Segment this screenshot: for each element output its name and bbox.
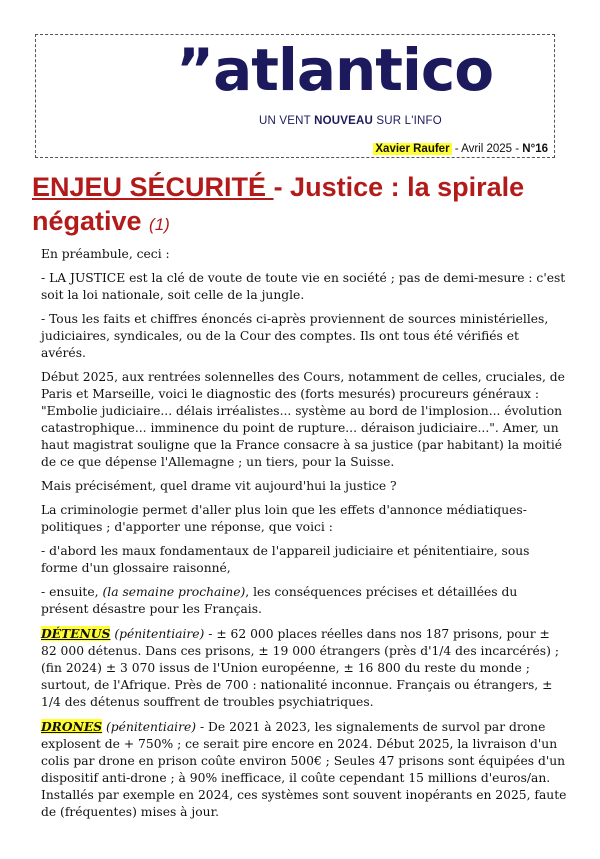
author-name: Xavier Raufer	[375, 143, 450, 155]
entry-drones	[41, 718, 567, 821]
tagline-bold: NOUVEAU	[314, 115, 373, 127]
tagline-part1: UN VENT	[259, 115, 315, 127]
term-drones: DRONES	[41, 719, 103, 734]
article-body	[41, 246, 567, 828]
next-week-a: - ensuite,	[41, 585, 103, 599]
paragraph-next-week	[41, 584, 567, 618]
byline	[373, 143, 548, 155]
drones-text: - De 2021 à 2023, les signalements de survol par drone explosent de + 750% ; ce serait pire encore en 2024. Début 2025, la livraison d'un colis par drone en prison coûte environ 500€ ; Seules 47 prisons sont équipées d'un dispositif anti-drone ; à 90% inefficace, il coûte cependant 15 millions d'euros/an. Installés par exemple en 2024, ces systèmes sont souvent inopérants en 2025, faute de (fréquentes) mises à jour.	[41, 720, 567, 819]
paragraph-intro: En préambule, ceci :	[41, 247, 170, 261]
atlantico-logo[interactable]: ”atlantico	[176, 36, 494, 104]
paragraph-justice: - LA JUSTICE est la clé de voute de toute vie en société ; pas de demi-mesure : c'est soit la loi nationale, soit celle de la jungle.	[41, 271, 566, 302]
detenus-text: - ± 62 000 places réelles dans nos 187 prisons, pour ± 82 000 détenus. Dans ces prisons, ± 19 000 étrangers (près d'1/4 des incarcérés) ; (fin 2024) ± 3 070 issus de l'Union européenne, ± 16 800 du reste du monde ; surtout, de l'Afrique. Près de 700 : nationalité inconnue. Français ou étrangers, ± 1/4 des détenus souffrent de troubles psychiatriques.	[41, 627, 559, 709]
issue-number: N°16	[522, 143, 548, 155]
next-week-b: , les conséquences précises et détaillées du présent désastre pour les Français.	[41, 585, 518, 616]
title-headline: - Justice : la spirale négative	[32, 172, 525, 236]
drones-note: (pénitentiaire)	[102, 720, 197, 734]
detenus-note: (pénitentiaire)	[110, 627, 205, 641]
paragraph-sources: - Tous les faits et chiffres énoncés ci-après proviennent de sources ministérielles, judiciaires, syndicales, ou de la Cour des comptes. Ils ont tous été vérifiés et avérés.	[41, 312, 549, 360]
tagline-part2: SUR L'INFO	[372, 115, 442, 127]
paragraph-glossary: - d'abord les maux fondamentaux de l'appareil judiciaire et pénitentiaire, sous forme d'un glossaire raisonné,	[41, 544, 530, 575]
title-kicker: ENJEU SÉCURITÉ	[32, 172, 274, 202]
masthead	[35, 34, 555, 158]
paragraph-diagnostic: Début 2025, aux rentrées solennelles des Cours, notamment de celles, cruciales, de Paris et Marseille, voici le diagnostic des (forts mesurés) procureurs généraux : "Embolie judiciaire... délais irréalistes... système au bord de l'implosion... évolution catastrophique... imminence du point de rupture... déraison judiciaire...". Amer, un haut magistrat souligne que la France consacre à sa justice (par habitant) la moitié de ce que dépense l'Allemagne ; un tiers, pour la Suisse.	[41, 370, 565, 469]
article-title	[32, 170, 577, 242]
paragraph-criminology: La criminologie permet d'aller plus loin que les effets d'annonce médiatiques-politiques ; d'apporter une réponse, que voici :	[41, 503, 527, 534]
term-detenus: DÉTENUS	[41, 626, 111, 641]
title-part: (1)	[149, 215, 170, 234]
next-week-note: (la semaine prochaine)	[102, 585, 246, 599]
paragraph-question: Mais précisément, quel drame vit aujourd'hui la justice ?	[41, 479, 397, 493]
byline-date: - Avril 2025 -	[451, 143, 523, 155]
tagline	[259, 115, 442, 127]
entry-detenus	[41, 625, 567, 711]
